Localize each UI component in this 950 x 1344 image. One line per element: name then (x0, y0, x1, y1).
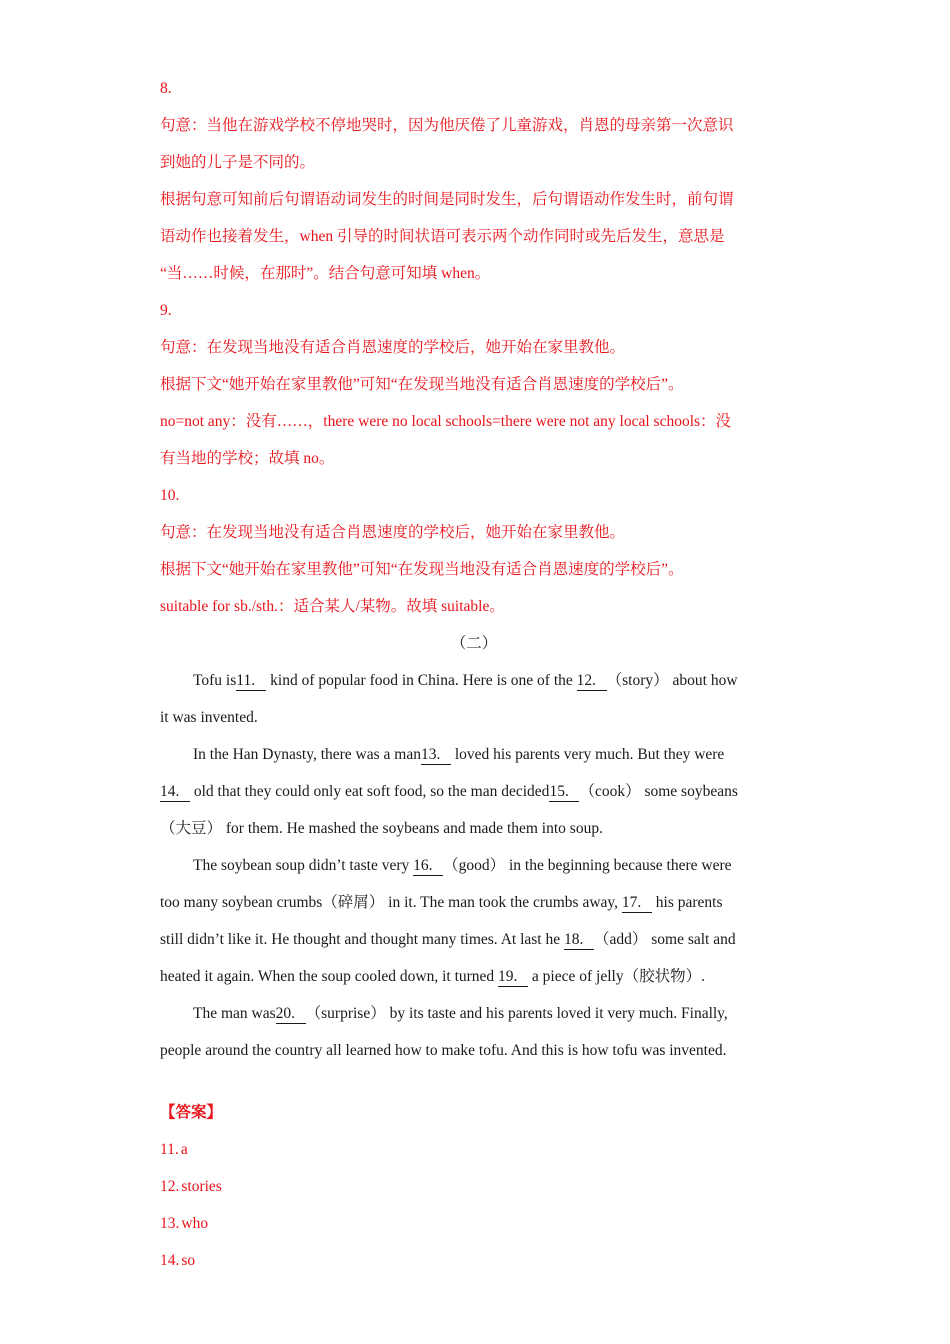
blank-19[interactable]: 19. (498, 968, 528, 987)
answers-heading: 【答案】 (160, 1104, 223, 1121)
question-number: 9. (160, 302, 172, 319)
question-number: 10. (160, 487, 180, 504)
explanation-q8 (160, 70, 788, 292)
passage-line (160, 884, 788, 921)
passage-line (160, 958, 788, 995)
passage-line: people around the country all learned how to make tofu. And this is how tofu was invented. (160, 1042, 727, 1059)
passage-line: it was invented. (160, 709, 258, 726)
answer-item (160, 1205, 788, 1242)
passage-text: （cook） some soybeans (579, 783, 738, 800)
explanation-line: 语动作也接着发生，when 引导的时间状语可表示两个动作同时或先后发生，意思是 (160, 228, 725, 245)
passage-line: （大豆） for them. He mashed the soybeans and made them into soup. (160, 820, 603, 837)
explanation-line: 有当地的学校；故填 no。 (160, 450, 335, 467)
passage-text: his parents (651, 894, 723, 911)
blank-12[interactable]: 12. (577, 672, 607, 691)
explanation-line: 句意：在发现当地没有适合肖恩速度的学校后，她开始在家里教他。 (160, 524, 626, 541)
explanation-line: suitable for sb./sth.：适合某人/某物。故填 suitable。 (160, 598, 505, 615)
passage-text: The man was (193, 1005, 276, 1022)
passage-line (160, 847, 788, 884)
answer-text: who (181, 1215, 209, 1232)
cloze-passage (160, 662, 788, 1069)
passage-text: still didn’t like it. He thought and thought many times. At last he (160, 931, 564, 948)
document-page (160, 70, 788, 1279)
explanation-q10 (160, 477, 788, 625)
blank-18[interactable]: 18. (564, 931, 594, 950)
passage-text: （surprise） by its taste and his parents loved it very much. Finally, (305, 1005, 728, 1022)
passage-text: （add） some salt and (593, 931, 736, 948)
blank-13[interactable]: 13. (421, 746, 451, 765)
answer-text: so (181, 1252, 196, 1269)
blank-17[interactable]: 17. (622, 894, 652, 913)
blank-11[interactable]: 11. (236, 672, 266, 691)
passage-text: （good） in the beginning because there were (443, 857, 732, 874)
blank-20[interactable]: 20. (276, 1005, 306, 1024)
passage-text: heated it again. When the soup cooled down, it turned (160, 968, 499, 985)
blank-14[interactable]: 14. (160, 783, 190, 802)
blank-16[interactable]: 16. (413, 857, 443, 876)
passage-line (160, 995, 788, 1032)
passage-text: too many soybean crumbs（碎屑） in it. The man took the crumbs away, (160, 894, 622, 911)
passage-line (160, 921, 788, 958)
passage-text: old that they could only eat soft food, so the man decided (190, 783, 550, 800)
spacer (160, 1069, 788, 1094)
explanation-line: 根据句意可知前后句谓语动词发生的时间是同时发生，后句谓语动作发生时，前句谓 (160, 191, 734, 208)
passage-line (160, 773, 788, 810)
passage-text: kind of popular food in China. Here is one of the (266, 672, 577, 689)
passage-line (160, 662, 788, 699)
answer-number: 11. (160, 1141, 179, 1158)
answer-number: 14. (160, 1252, 180, 1269)
answer-item (160, 1131, 788, 1168)
passage-text: loved his parents very much. But they were (450, 746, 725, 763)
explanation-line: 根据下文“她开始在家里教他”可知“在发现当地没有适合肖恩速度的学校后”。 (160, 376, 684, 393)
passage-text: Tofu is (193, 672, 237, 689)
explanation-q9 (160, 292, 788, 477)
explanation-line: 根据下文“她开始在家里教他”可知“在发现当地没有适合肖恩速度的学校后”。 (160, 561, 684, 578)
explanation-line: “当……时候，在那时”。结合句意可知填 when。 (160, 265, 491, 282)
passage-line (160, 736, 788, 773)
answer-item (160, 1242, 788, 1279)
explanation-line: 到她的儿子是不同的。 (160, 154, 316, 171)
answer-text: stories (181, 1178, 222, 1195)
question-number: 8. (160, 80, 172, 97)
section-title: （二） (450, 635, 498, 652)
explanation-line: no=not any：没有……，there were no local schools=there were not any local schools：没 (160, 413, 732, 430)
passage-text: In the Han Dynasty, there was a man (193, 746, 421, 763)
passage-text: （story） about how (606, 672, 738, 689)
answer-text: a (180, 1141, 188, 1158)
answer-number: 13. (160, 1215, 180, 1232)
passage-text: The soybean soup didn’t taste very (193, 857, 414, 874)
blank-15[interactable]: 15. (549, 783, 579, 802)
answers-section (160, 1094, 788, 1279)
passage-text: a piece of jelly（胶状物）. (528, 968, 705, 985)
explanation-line: 句意：在发现当地没有适合肖恩速度的学校后，她开始在家里教他。 (160, 339, 626, 356)
explanation-line: 句意：当他在游戏学校不停地哭时，因为他厌倦了儿童游戏，肖恩的母亲第一次意识 (160, 117, 734, 134)
answer-item (160, 1168, 788, 1205)
answer-number: 12. (160, 1178, 180, 1195)
